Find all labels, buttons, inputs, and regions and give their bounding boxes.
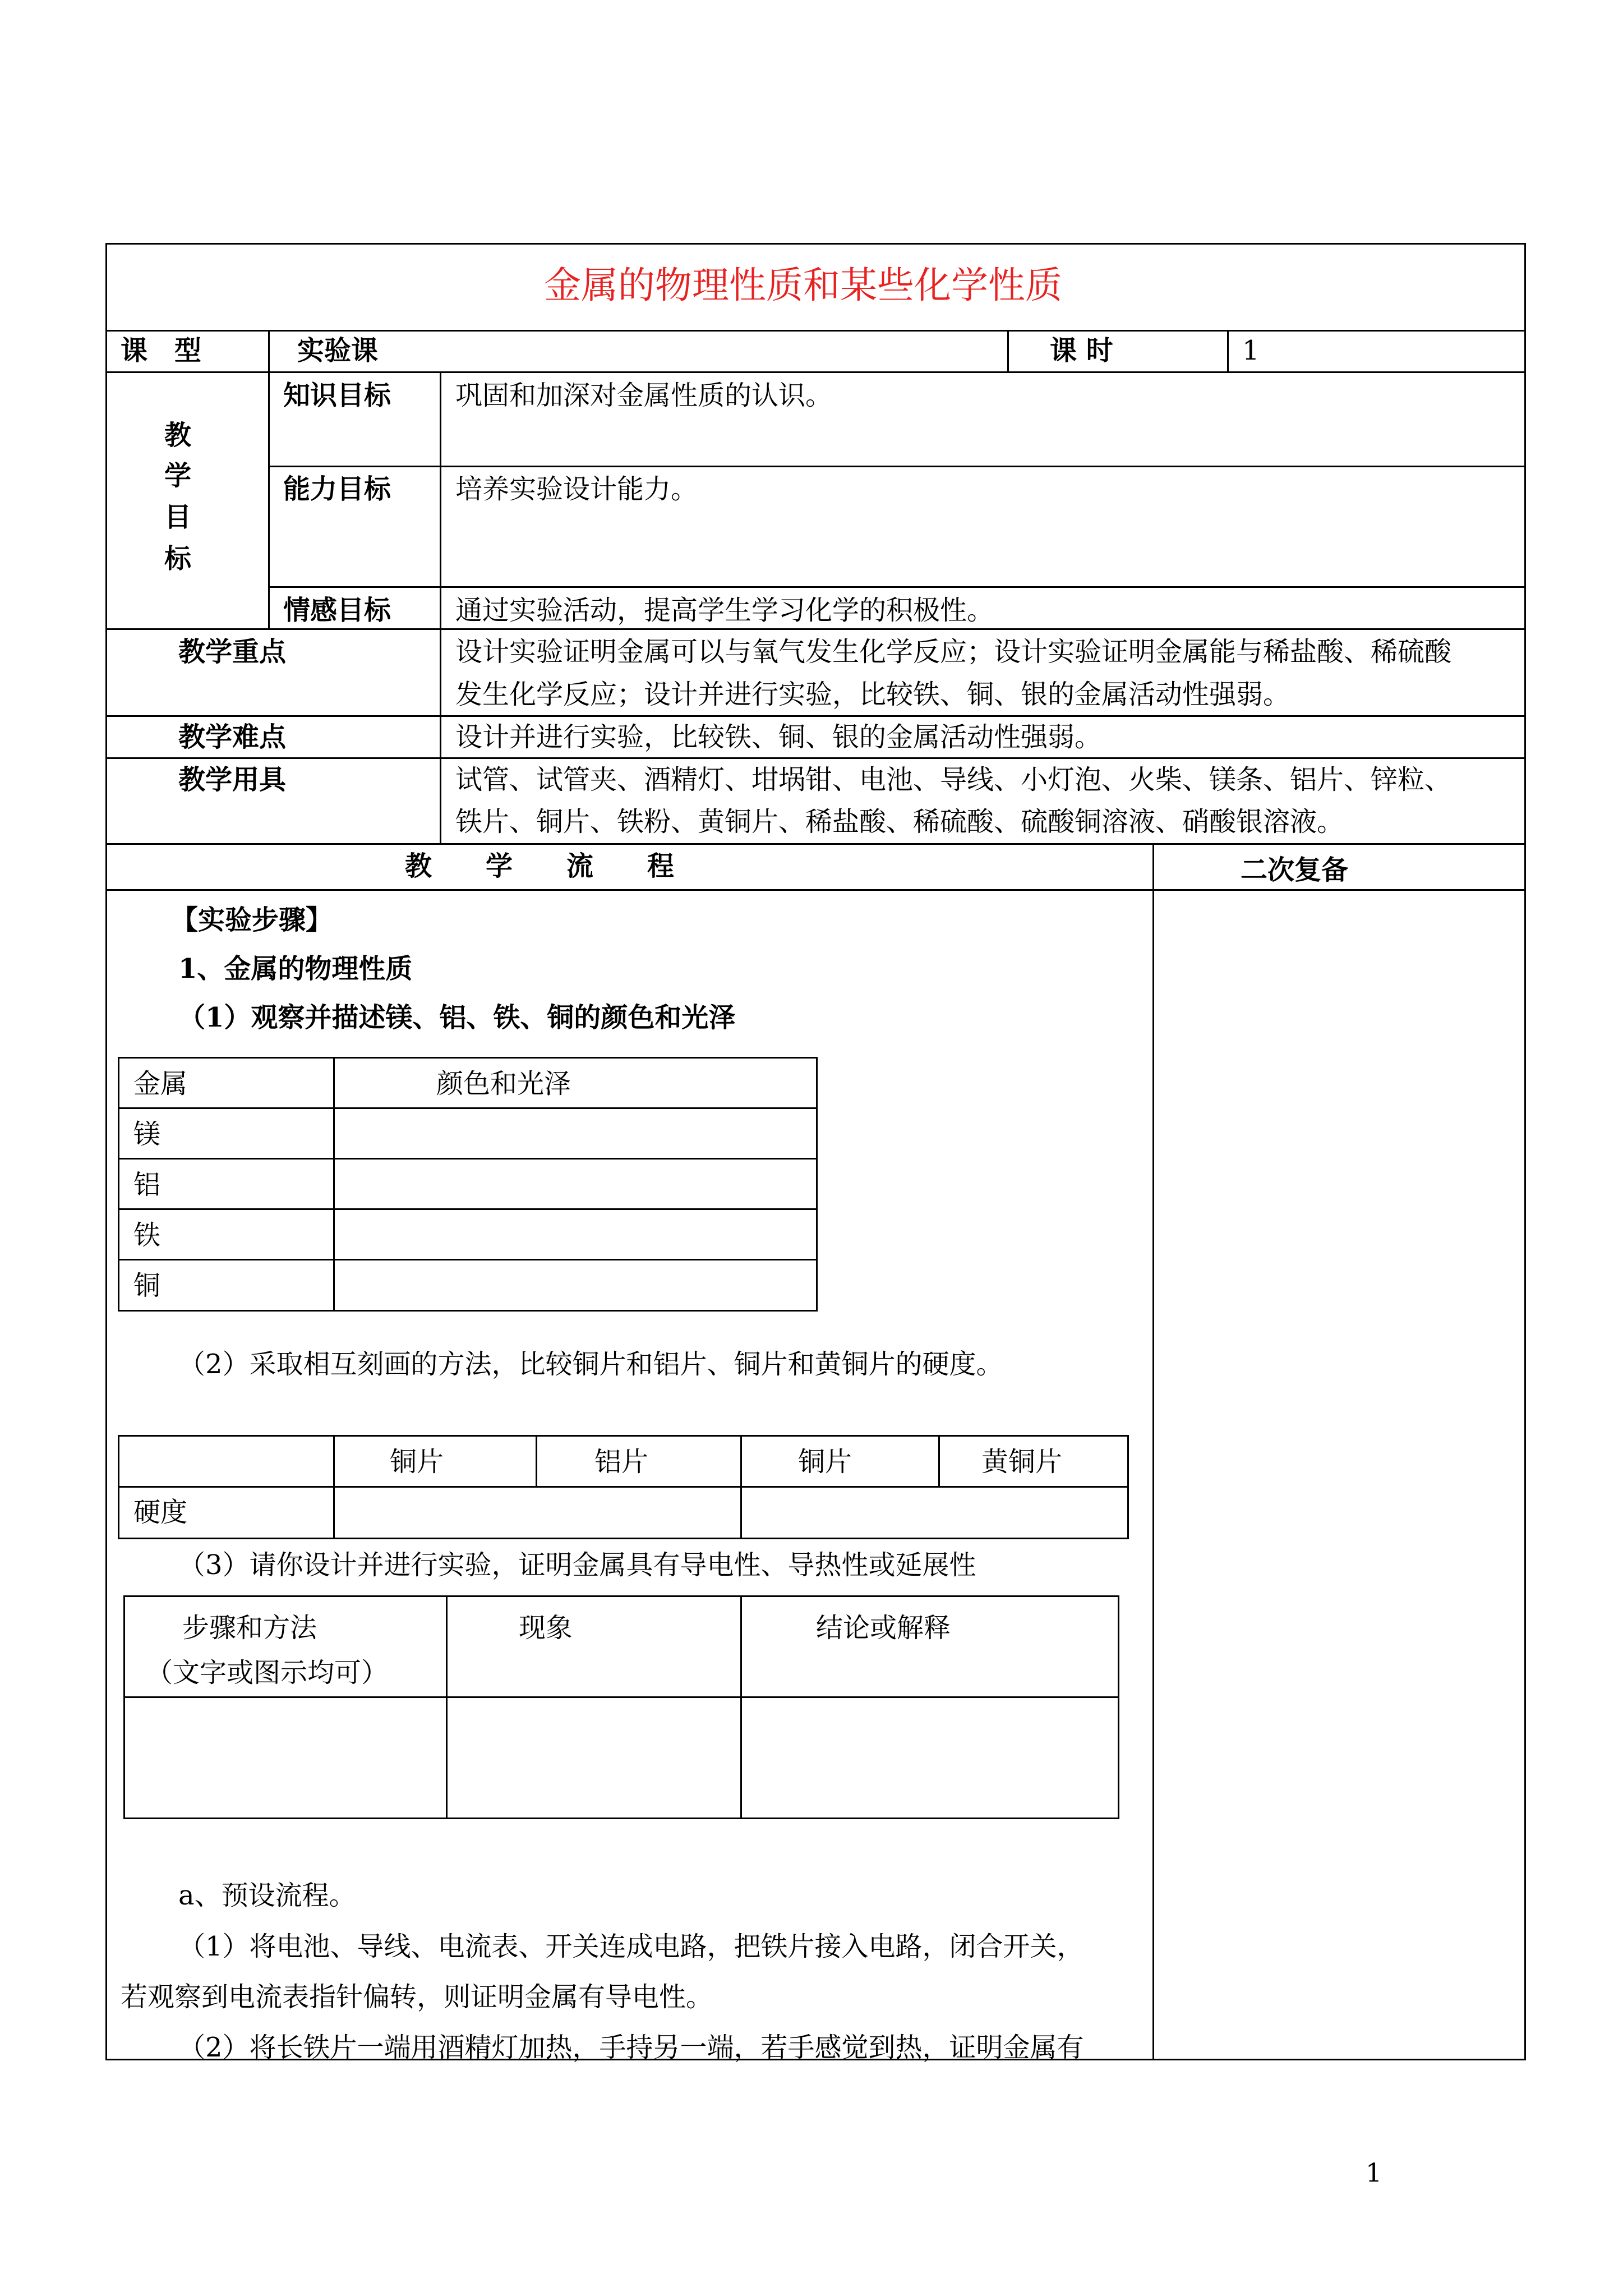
- t1-row-mg: 镁: [133, 1119, 161, 1150]
- emotion-goal-label: 情感目标: [283, 595, 391, 626]
- tools-line-2: 铁片、铜片、铁粉、黄铜片、稀盐酸、稀硫酸、硫酸铜溶液、硝酸银溶液。: [455, 806, 1344, 838]
- t2-header-cu-1: 铜片: [390, 1446, 444, 1478]
- type-label: 课 型: [121, 335, 202, 366]
- rule-type-value-right: [1007, 330, 1009, 373]
- page-number: 1: [1366, 2157, 1382, 2188]
- knowledge-goal-label: 知识目标: [283, 380, 391, 411]
- rule-keypoints-bottom: [105, 715, 1526, 717]
- frame-top: [105, 243, 1526, 245]
- rule-content-left: [440, 628, 441, 845]
- document-title: 金属的物理性质和某些化学性质: [544, 264, 1062, 307]
- key-points-line-2: 发生化学反应；设计并进行实验，比较铁、铜、银的金属活动性强弱。: [455, 679, 1290, 710]
- section-physical-properties: 1、金属的物理性质: [178, 953, 413, 984]
- rule-difficulty-bottom: [105, 757, 1526, 759]
- t2-row-hardness: 硬度: [133, 1497, 188, 1528]
- rule-period-label-right: [1227, 330, 1229, 373]
- t2-header-al: 铝片: [594, 1446, 649, 1478]
- period-label: 课 时: [1050, 335, 1113, 366]
- rule-flow-header-bottom: [105, 889, 1526, 891]
- rule-review-left: [1152, 843, 1154, 2060]
- tools-line-1: 试管、试管夹、酒精灯、坩埚钳、电池、导线、小灯泡、火柴、镁条、铝片、锌粒、: [455, 764, 1452, 795]
- rule-goal-labels-right: [440, 371, 441, 630]
- table-color-luster: [118, 1057, 818, 1312]
- item-design-experiment: （3）请你设计并进行实验，证明金属具有导电性、导热性或延展性: [178, 1549, 976, 1581]
- emotion-goal-value: 通过实验活动，提高学生学习化学的积极性。: [455, 595, 994, 626]
- key-points-line-1: 设计实验证明金属可以与氧气发生化学反应；设计实验证明金属能与稀盐酸、稀硫酸: [455, 636, 1452, 668]
- item-hardness: （2）采取相互刻画的方法，比较铜片和铝片、铜片和黄铜片的硬度。: [178, 1349, 1003, 1380]
- rule-knowledge-bottom: [268, 466, 1526, 467]
- table-hardness: [118, 1435, 1129, 1539]
- period-value: 1: [1242, 335, 1260, 366]
- ability-goal-label: 能力目标: [283, 473, 391, 505]
- t3-header-conclusion: 结论或解释: [816, 1612, 951, 1644]
- rule-tools-bottom: [105, 843, 1526, 845]
- t2-header-cu-2: 铜片: [798, 1446, 852, 1478]
- item-observe-color: （1）观察并描述镁、铝、铁、铜的颜色和光泽: [178, 1002, 736, 1033]
- goals-label-char-4: 标: [164, 543, 192, 574]
- para1-line-2: 若观察到电流表指针偏转，则证明金属有导电性。: [121, 1981, 713, 2013]
- preset-heading: a、预设流程。: [178, 1880, 356, 1911]
- frame-left: [105, 243, 107, 2060]
- difficulty-value: 设计并进行实验，比较铁、铜、银的金属活动性强弱。: [455, 721, 1102, 753]
- steps-heading: 【实验步骤】: [171, 904, 333, 936]
- ability-goal-value: 培养实验设计能力。: [455, 473, 698, 505]
- frame-right: [1524, 243, 1526, 2060]
- flow-header: 教 学 流 程: [405, 850, 675, 882]
- goals-label-char-2: 学: [164, 460, 192, 491]
- para1-line-1: （1）将电池、导线、电流表、开关连成电路，把铁片接入电路，闭合开关，: [178, 1931, 1084, 1962]
- key-points-label: 教学重点: [178, 636, 287, 668]
- goals-label-char-1: 教: [164, 420, 192, 451]
- t1-row-cu: 铜: [133, 1270, 161, 1301]
- table-experiment-design: [123, 1595, 1119, 1819]
- difficulty-label: 教学难点: [178, 721, 287, 753]
- tools-label: 教学用具: [178, 764, 287, 795]
- para2-line-1: （2）将长铁片一端用酒精灯加热，手持另一端，若手感觉到热，证明金属有: [178, 2032, 1084, 2063]
- type-value: 实验课: [297, 335, 379, 366]
- t3-header-phenomenon: 现象: [519, 1612, 573, 1644]
- rule-goal-labels-left: [268, 371, 270, 630]
- t1-header-color: 颜色和光泽: [436, 1068, 571, 1099]
- rule-type-label-right: [268, 330, 270, 373]
- t1-row-al: 铝: [133, 1169, 161, 1200]
- t2-header-brass: 黄铜片: [981, 1446, 1063, 1478]
- rule-goals-bottom: [105, 628, 1526, 630]
- t1-row-fe: 铁: [133, 1220, 161, 1251]
- review-header: 二次复备: [1241, 854, 1349, 886]
- knowledge-goal-value: 巩固和加深对金属性质的认识。: [455, 380, 833, 411]
- rule-title-bottom: [105, 330, 1526, 332]
- t3-header-steps: 步骤和方法: [182, 1612, 317, 1644]
- goals-label-char-3: 目: [164, 501, 192, 533]
- rule-type-bottom: [105, 371, 1526, 373]
- rule-ability-bottom: [268, 586, 1526, 588]
- t3-header-steps-note: （文字或图示均可）: [146, 1657, 389, 1688]
- t1-header-metal: 金属: [133, 1068, 188, 1099]
